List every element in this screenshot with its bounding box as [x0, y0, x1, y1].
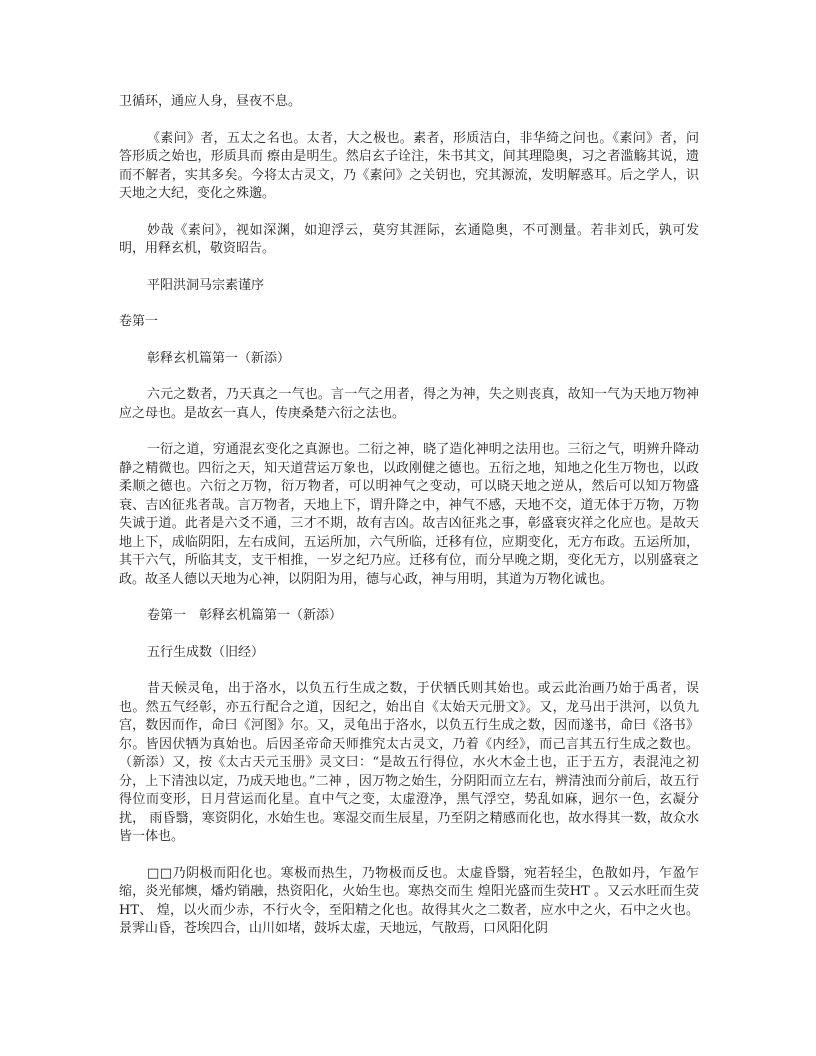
paragraph-2: 妙哉《素问》，视如深渊，如迎浮云，莫穷其涯际，玄通隐奥，不可测量。若非刘氏，孰可发明，用释玄机，敬资昭告。 [119, 222, 699, 256]
paragraph-1: 《素问》者，五太之名也。太者，大之极也。素者，形质洁白，非华绮之问也。《素问》者，问答形质之始也，形质具而 瘵由是明生。然启玄子诠注，朱书其文，间其理隐奥，习之者滥觞其说，遗而不解者，实其多矣。今将太古灵文，乃《素问》之关钥也，究其源流，发明解惑耳。后之学人，识天地之大纪，变化之殊邈。 [119, 130, 699, 201]
preface-signature: 平阳洪洞马宗素谨序 [147, 277, 265, 293]
section-heading-volume-chapter: 卷第一 彰释玄机篇第一（新添） [147, 608, 343, 623]
paragraph-10: 昔天候灵龟，出于洛水，以负五行生成之数，于伏牺氏则其始也。或云此治画乃始于禹者，误也。然五气经彰，亦五行配合之道，因纪之，始出自《太始天元册文》。又，龙马出于洪河，以负九宫，数因而作，命曰《河图》尔。又，灵龟出于洛水，以负五行生成之数，因而遂书，命曰《洛书》尔。皆因伏牺为真始也。后因圣帝命天师推究太古灵文，乃着《内经》，而己言其五行生成之数也。（新添）又，按《太古天元玉册》灵文曰：“是故五行得位，水火木金土也，正于五方，表混沌之初分，上下清浊以定，乃成天地也。”二神 ，因万物之始生，分阴阳而立左右，辨清浊而分前后，故五行得位而变形，日月营运而化星。直中气之变，太虚澄净，黑气浮空，势乱如麻，迥尔一色，玄凝分扰， 雨昏翳，寒资阴化，水始生也。寒湿交而生辰星，乃至阴之精感而化也，故水得其一数，故众水皆一体也。 [119, 681, 699, 844]
paragraph-7: 一衍之道，穷通混玄变化之真源也。二衍之神，晓了造化神明之法用也。三衍之气，明辨升降动静之精微也。四衍之天，知天道营运万象也，以政刚健之德也。五衍之地，知地之化生万物也，以政柔顺之德也。六衍之万物，衍万物者，可以明神气之变动，可以晓天地之逆从，然后可以知万物盛衰、吉凶征兆者哉。言万物者，天地上下，谓升降之中，神气不感，天地不交，道无体于万物，万物失诚于道。此者是六爻不通，三才不期，故有吉凶。故吉凶征兆之事，彰盛衰灾祥之化应也。是故天地上下，成临阴阳，左右成间，五运所加，六气所临，迁移有位，应期变化，无方布政。五运所加，其干六气，所临其支，支干相推，一岁之纪乃应。迁移有位，而分早晚之期，变化无方，以别盛衰之政。故圣人德以天地为心神，以阴阳为用，德与心政，神与用明，其道为万物化诚也。 [119, 442, 699, 587]
paragraph-11: □□乃阴极而阳化也。寒极而热生，乃物极而反也。太虚昏翳，宛若轻尘，色散如丹，乍盈乍缩，炎光郁燠，燔灼销融，热资阳化，火始生也。寒热交而生 煌阳光盛而生荧HT 。又云水旺而生荧HT、 煌，以火而少赤，不行火令，至阳精之化也。故得其火之二数者，应水中之火，石中之火也。景霁山昏，苍埃四合，山川如堵，鼓坼太虚，天地远，气散焉，口风阳化阴 [119, 865, 699, 936]
section-heading-five-elements: 五行生成数（旧经） [147, 644, 265, 660]
paragraph-6: 六元之数者，乃天真之一气也。言一气之用者，得之为神，失之则丧真，故知一气为天地万物神应之母也。是故玄一真人，传庚桑楚六衍之法也。 [119, 387, 699, 421]
document-page [119, 93, 699, 939]
chapter-heading: 彰释玄机篇第一（新添） [147, 350, 291, 366]
volume-heading: 卷第一 [119, 314, 159, 329]
paragraph-0: 卫循环，通应人身，昼夜不息。 [119, 94, 302, 109]
